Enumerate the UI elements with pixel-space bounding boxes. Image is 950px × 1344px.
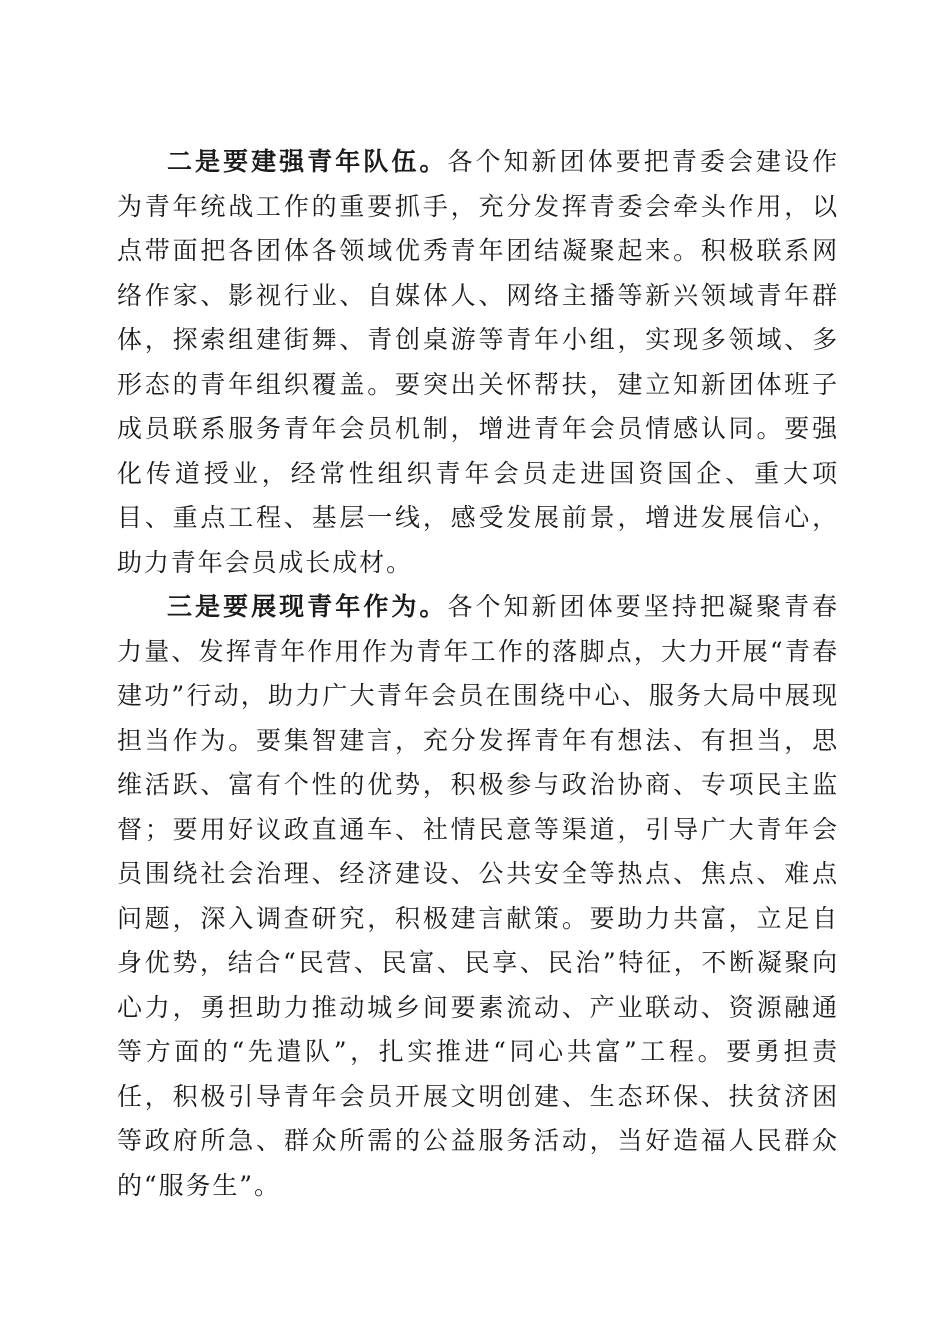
paragraph-show-youth-action bbox=[117, 585, 839, 1208]
paragraph-lead: 二是要建强青年队伍。 bbox=[167, 147, 448, 176]
paragraph-lead: 三是要展现青年作为。 bbox=[167, 592, 448, 621]
paragraph-build-youth-team bbox=[117, 140, 839, 585]
paragraph-text: 各个知新团体要把青委会建设作为青年统战工作的重要抓手，充分发挥青委会牵头作用，以点带面把各团体各领域优秀青年团结凝聚起来。积极联系网络作家、影视行业、自媒体人、网络主播等新兴领域青年群体，探索组建街舞、青创桌游等青年小组，实现多领域、多形态的青年组织覆盖。要突出关怀帮扶，建立知新团体班子成员联系服务青年会员机制，增进青年会员情感认同。要强化传道授业，经常性组织青年会员走进国资国企、重大项目、重点工程、基层一线，感受发展前景，增进发展信心，助力青年会员成长成材。 bbox=[117, 147, 839, 577]
document-body bbox=[117, 140, 839, 1208]
paragraph-text: 各个知新团体要坚持把凝聚青春力量、发挥青年作用作为青年工作的落脚点，大力开展“青春建功”行动，助力广大青年会员在围绕中心、服务大局中展现担当作为。要集智建言，充分发挥青年有想法、有担当，思维活跃、富有个性的优势，积极参与政治协商、专项民主监督；要用好议政直通车、社情民意等渠道，引导广大青年会员围绕社会治理、经济建设、公共安全等热点、焦点、难点问题，深入调查研究，积极建言献策。要助力共富，立足自身优势，结合“民营、民富、民享、民治”特征，不断凝聚向心力，勇担助力推动城乡间要素流动、产业联动、资源融通等方面的“先遣队”，扎实推进“同心共富”工程。要勇担责任，积极引导青年会员开展文明创建、生态环保、扶贫济困等政府所急、群众所需的公益服务活动，当好造福人民群众的“服务生”。 bbox=[117, 592, 839, 1200]
